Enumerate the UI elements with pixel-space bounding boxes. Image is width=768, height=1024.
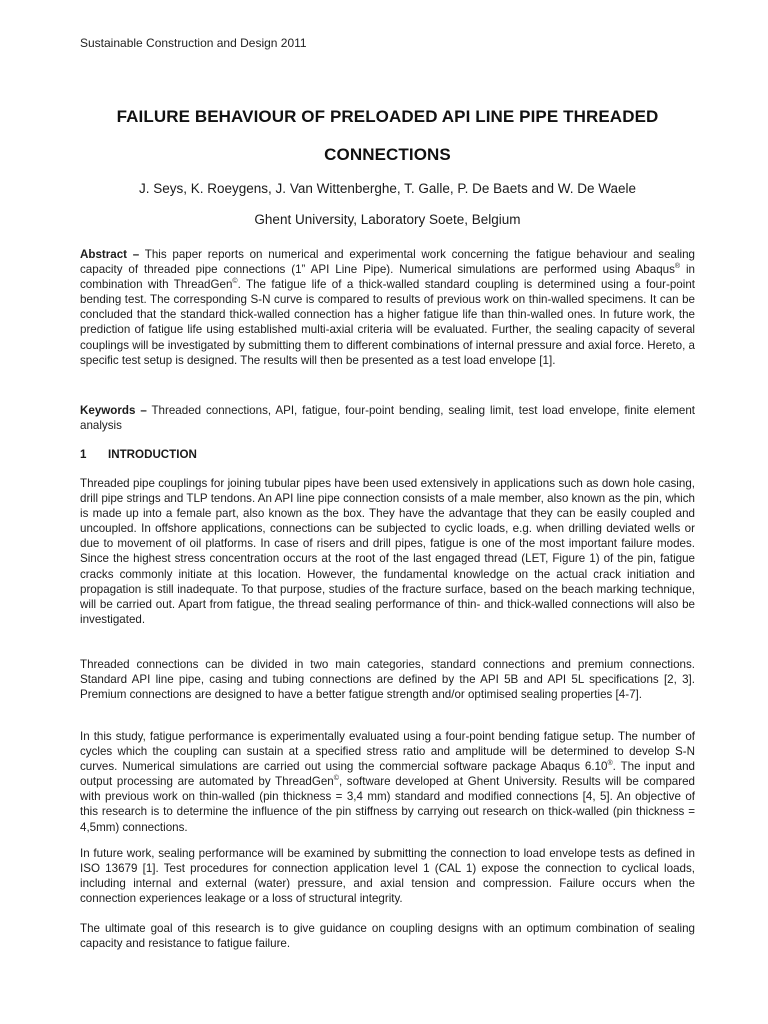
paragraph-2: Threaded connections can be divided in two main categories, standard connections and premium connections. Standard API line pipe, casing and tubing connections are defined by the API 5B and API 5L specifications [2, 3]. Premium connections are designed to have a better fatigue strength and/or optimised sealing properties [4-7]. [80,658,695,702]
abstract-text: This paper reports on numerical and experimental work concerning the fatigue behaviour and sealing capacity of threaded pipe connections (1” API Line Pipe). Numerical simulations are performed using Abaqus [80,248,695,277]
paragraph-1: Threaded pipe couplings for joining tubular pipes have been used extensively in applications such as down hole casing, drill pipe strings and TLP tendons. An API line pipe connection consists of a male member, also known as the pin, which is made up into a female part, also known as the box. They have the advantage that they can be easily coupled and uncoupled. In offshore applications, connections can be subjected to cyclic loads, e.g. when drilling deviated wells or due to movement of oil platforms. In case of risers and drill pipes, fatigue is one of the most important failure modes. Since the highest stress concentration occurs at the root of the last engaged thread (LET, Figure 1) of the pin, fatigue cracks commonly initiate at this location. However, the fundamental knowledge on the actual crack initiation and propagation is still inadequate. To that purpose, studies of the fracture surface, based on the beach marking technique, will be carried out. Apart from fatigue, the thread sealing performance of thin- and thick-walled connections will also be investigated. [80,477,695,626]
registered-mark: ® [674,263,681,271]
copyright-mark: © [333,775,339,783]
abstract-text: in combination with ThreadGen [80,263,695,292]
section-number: 1 [80,448,87,461]
registered-mark: ® [607,760,613,768]
section-title: INTRODUCTION [108,448,197,461]
paragraph-3 [80,729,695,835]
section-heading [80,448,197,461]
paragraph-text: . The input and output processing are automated by ThreadGen [80,760,695,789]
affiliation: Ghent University, Laboratory Soete, Belgium [254,212,521,227]
copyright-mark: © [232,278,238,286]
keywords [80,403,695,433]
running-head: Sustainable Construction and Design 2011 [80,36,307,50]
paragraph-text: , software developed at Ghent University. Results will be compared with previous work on thin-walled (pin thickness = 3,4 mm) standard and modified connections [4, 5]. An objective of this research is to determine the influence of the pin stiffness by carrying out research on thick-walled (pin thickness = 4,5mm) connections. [80,775,696,834]
keywords-label: Keywords – [80,404,147,417]
paragraph-5: The ultimate goal of this research is to give guidance on coupling designs with an optimum combination of sealing capacity and resistance to fatigue failure. [80,922,695,951]
paragraph-text: In this study, fatigue performance is experimentally evaluated using a four-point bending fatigue setup. The number of cycles which the coupling can sustain at a specified stress ratio and amplitude will be determined to develop S-N curves. Numerical simulations are carried out using the commercial software package Abaqus 6.10 [80,730,695,774]
keywords-text: Threaded connections, API, fatigue, four-point bending, sealing limit, test load envelope, finite element analysis [80,404,695,433]
author-list: J. Seys, K. Roeygens, J. Van Wittenberghe, T. Galle, P. De Baets and W. De Waele [139,181,636,196]
abstract-text: . The fatigue life of a thick-walled standard coupling is determined using a four-point bending test. The corresponding S-N curve is compared to results of previous work on thin-walled specimens. It can be concluded that the standard thick-walled connection has a higher fatigue life than thin-walled ones. In future work, the prediction of fatigue life using established multi-axial criteria will be evaluated. Further, the sealing capacity of several couplings will be investigated by submitting them to different combinations of internal pressure and axial force. Hereto, a specific test setup is designed. The results will then be presented as a test load envelope [1]. [80,278,695,367]
paragraph-4: In future work, sealing performance will be examined by submitting the connection to load envelope tests as defined in ISO 13679 [1]. Test procedures for connection application level 1 (CAL 1) expose the connection to cyclical loads, including internal and external (water) pressure, and axial tension and compression. Failure occurs when the connection experiences leakage or a loss of structural integrity. [80,847,695,906]
paper-title: FAILURE BEHAVIOUR OF PRELOADED API LINE PIPE THREADED CONNECTIONS [116,107,659,164]
abstract-label: Abstract – [80,248,140,261]
abstract [80,247,695,368]
